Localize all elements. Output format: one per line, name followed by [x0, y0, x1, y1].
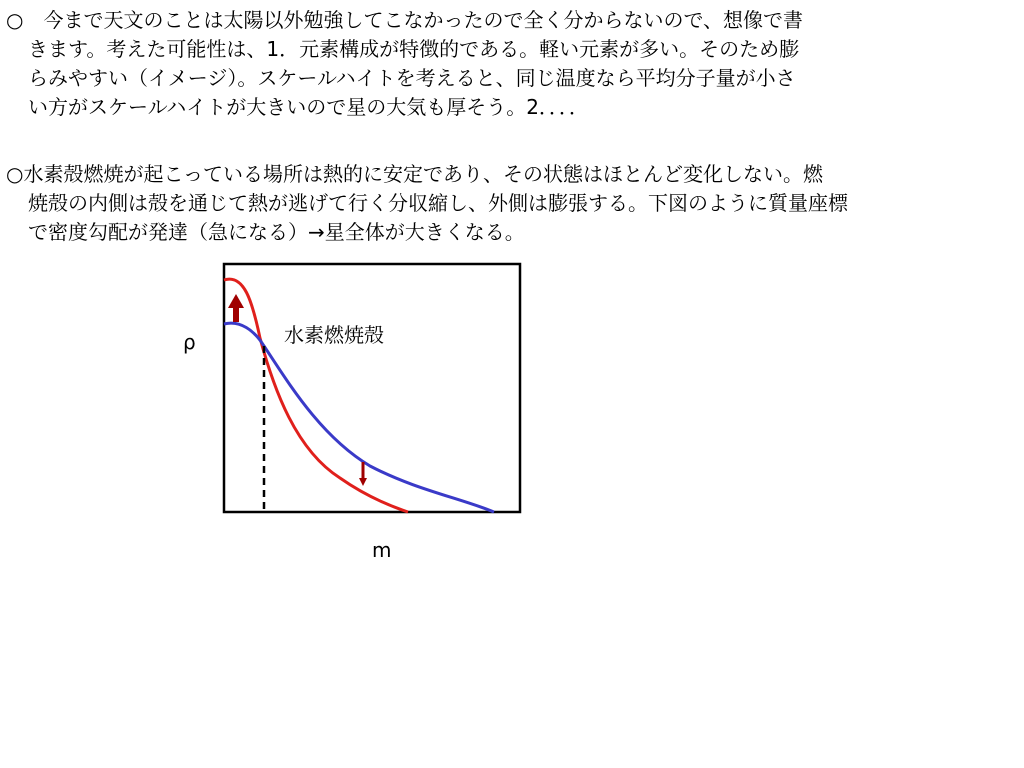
paragraph-2 [6, 160, 1016, 247]
x-axis-label: m [372, 538, 392, 562]
paragraph-1-line-1: ○ 今まで天文のことは太陽以外勉強してこなかったので全く分からないので、想像で書 [6, 8, 804, 32]
density-profile-figure [220, 260, 526, 520]
hydrogen-shell-annotation: 水素燃焼殻 [284, 323, 384, 347]
paragraph-1 [6, 6, 1016, 122]
y-axis-label: ρ [183, 330, 196, 354]
paragraph-1-line-4: い方がスケールハイトが大きいので星の大気も厚そう。2．．．． [28, 95, 589, 119]
arrow-up-icon [228, 294, 244, 322]
paragraph-1-line-3: らみやすい（イメージ）。スケールハイトを考えると、同じ温度なら平均分子量が小さ [28, 66, 796, 90]
paragraph-2-line-3: で密度勾配が発達（急になる）→星全体が大きくなる。 [28, 220, 525, 244]
red-density-curve [224, 279, 408, 512]
paragraph-2-line-2: 焼殻の内側は殻を通じて熱が逃げて行く分収縮し、外側は膨張する。下図のように質量座標 [28, 191, 848, 215]
paragraph-2-line-1: ○水素殻燃焼が起こっている場所は熱的に安定であり、その状態はほとんど変化しない。燃 [6, 162, 824, 186]
arrow-down-icon [359, 462, 367, 486]
paragraph-1-line-2: きます。考えた可能性は、1．元素構成が特徴的である。軽い元素が多い。そのため膨 [28, 37, 800, 61]
figure-frame [224, 264, 520, 512]
